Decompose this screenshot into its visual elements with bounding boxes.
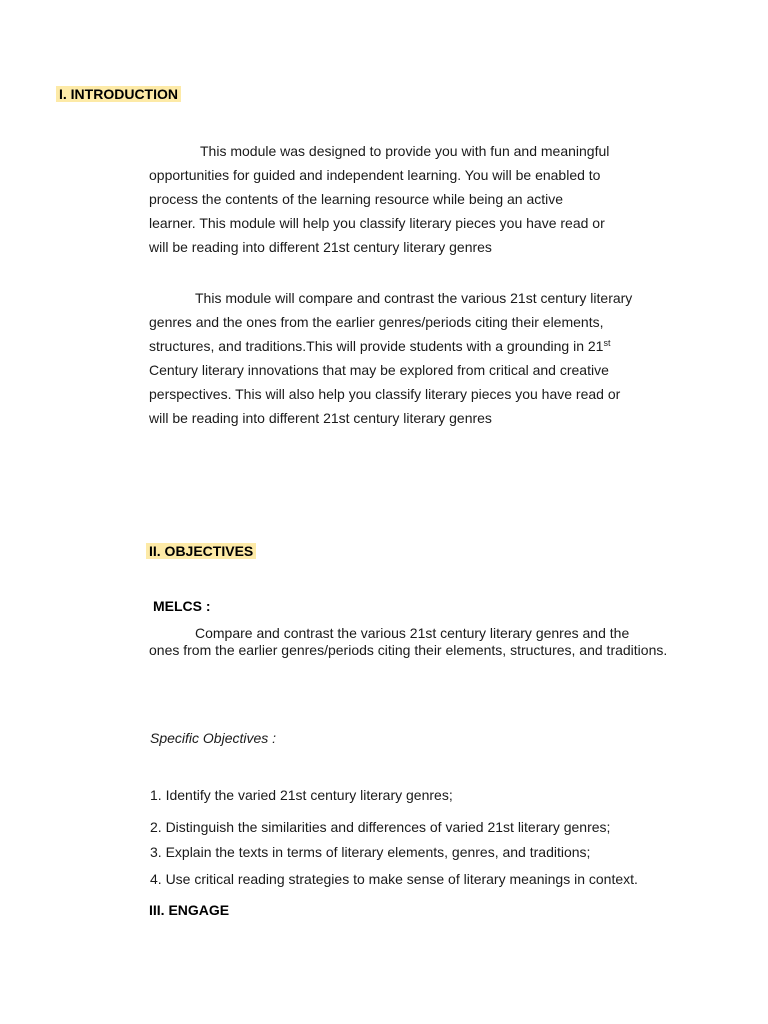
paragraph-line: will be reading into different 21st century literary genres — [149, 239, 492, 255]
melcs-text — [149, 625, 678, 658]
introduction-paragraph-1 — [149, 139, 684, 259]
objective-item: 4. Use critical reading strategies to make sense of literary meanings in context. — [150, 871, 638, 887]
paragraph-line: process the contents of the learning resource while being an active — [149, 191, 564, 207]
specific-objectives-label: Specific Objectives : — [150, 730, 277, 746]
melcs-text-rest: ones from the earlier genres/periods citing their elements, structures, and traditions. — [149, 641, 668, 658]
paragraph-line — [149, 334, 684, 358]
introduction-heading: I. INTRODUCTION — [56, 85, 181, 103]
paragraph-line: This module was designed to provide you with fun and meaningful — [200, 143, 610, 159]
ordinal-superscript: st — [603, 338, 611, 348]
engage-heading: III. ENGAGE — [149, 902, 230, 918]
objective-item: 1. Identify the varied 21st century literary genres; — [150, 787, 453, 803]
paragraph-line-text: structures, and traditions.This will provide students with a grounding in 21 — [149, 338, 604, 354]
paragraph-line: learner. This module will help you classify literary pieces you have read or — [149, 215, 605, 231]
objective-item: 3. Explain the texts in terms of literary elements, genres, and traditions; — [150, 844, 591, 860]
paragraph-line: perspectives. This will also help you classify literary pieces you have read or — [149, 386, 621, 402]
paragraph-line: opportunities for guided and independent learning. You will be enabled to — [149, 167, 601, 183]
introduction-paragraph-2 — [149, 286, 684, 430]
objective-item: 2. Distinguish the similarities and differences of varied 21st literary genres; — [150, 819, 611, 835]
paragraph-line: genres and the ones from the earlier genres/periods citing their elements, — [149, 314, 604, 330]
melcs-label: MELCS : — [153, 598, 211, 614]
paragraph-line: Century literary innovations that may be explored from critical and creative — [149, 362, 609, 378]
melcs-text-first-line: Compare and contrast the various 21st century literary genres and the — [195, 625, 630, 641]
paragraph-line: This module will compare and contrast the various 21st century literary — [195, 290, 633, 306]
objectives-heading: II. OBJECTIVES — [146, 542, 256, 560]
paragraph-line: will be reading into different 21st century literary genres — [149, 410, 492, 426]
